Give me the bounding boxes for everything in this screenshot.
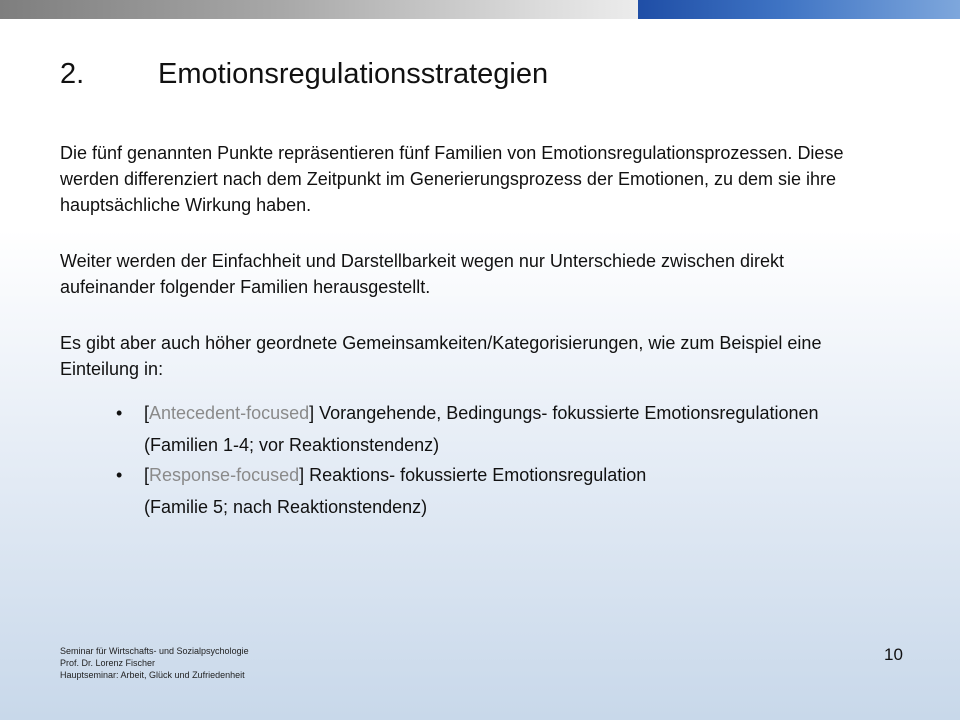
top-decoration-bar — [0, 0, 960, 19]
top-bar-blue-segment — [638, 0, 960, 19]
paragraph-3: Es gibt aber auch höher geordnete Gemeinsamkeiten/Kategorisierungen, wie zum Beispiel eine Einteilung in: — [60, 333, 822, 379]
bracket-open: [ — [144, 403, 150, 423]
title-text: Emotionsregulationsstrategien — [158, 58, 549, 90]
bullet-dot-icon: • — [116, 403, 123, 423]
paragraph-1: Die fünf genannten Punkte repräsentieren fünf Familien von Emotionsregulationsprozessen. Diese werden differenziert nach dem Zeitpunkt im Generierungsprozess der Emotionen, zu dem sie ihre hauptsächliche Wirkung haben. — [60, 143, 844, 215]
footer-line-1: Seminar für Wirtschafts- und Sozialpsychologie — [60, 646, 249, 656]
bracket-close: ] — [309, 403, 315, 423]
bracket-open: [ — [144, 465, 150, 485]
bracket-close: ] — [299, 465, 305, 485]
page-number: 10 — [884, 645, 903, 664]
bullet-text: Vorangehende, Bedingungs- fokussierte Emotionsregulationen — [314, 403, 819, 423]
slide-body — [60, 140, 880, 524]
bullet-item-antecedent — [60, 400, 880, 426]
bullet-text: Reaktions- fokussierte Emotionsregulation — [304, 465, 647, 485]
bullet-list — [60, 400, 880, 520]
paragraph-2: Weiter werden der Einfachheit und Darstellbarkeit wegen nur Unterschiede zwischen direkt aufeinander folgender Familien herausgestellt. — [60, 251, 785, 297]
bullet-item-response — [60, 462, 880, 488]
slide-title — [60, 58, 548, 91]
bullet-subline: (Familie 5; nach Reaktionstendenz) — [144, 497, 428, 517]
footer-line-2: Prof. Dr. Lorenz Fischer — [60, 658, 156, 668]
bullet-term: Antecedent-focused — [149, 403, 310, 423]
top-bar-gray-segment — [0, 0, 638, 19]
bullet-dot-icon: • — [116, 465, 123, 485]
bullet-term: Response-focused — [149, 465, 300, 485]
section-number: 2. — [60, 58, 85, 90]
footer-line-3: Hauptseminar: Arbeit, Glück und Zufriedenheit — [60, 670, 245, 680]
footer — [60, 645, 249, 681]
bullet-subline: (Familien 1-4; vor Reaktionstendenz) — [144, 435, 440, 455]
